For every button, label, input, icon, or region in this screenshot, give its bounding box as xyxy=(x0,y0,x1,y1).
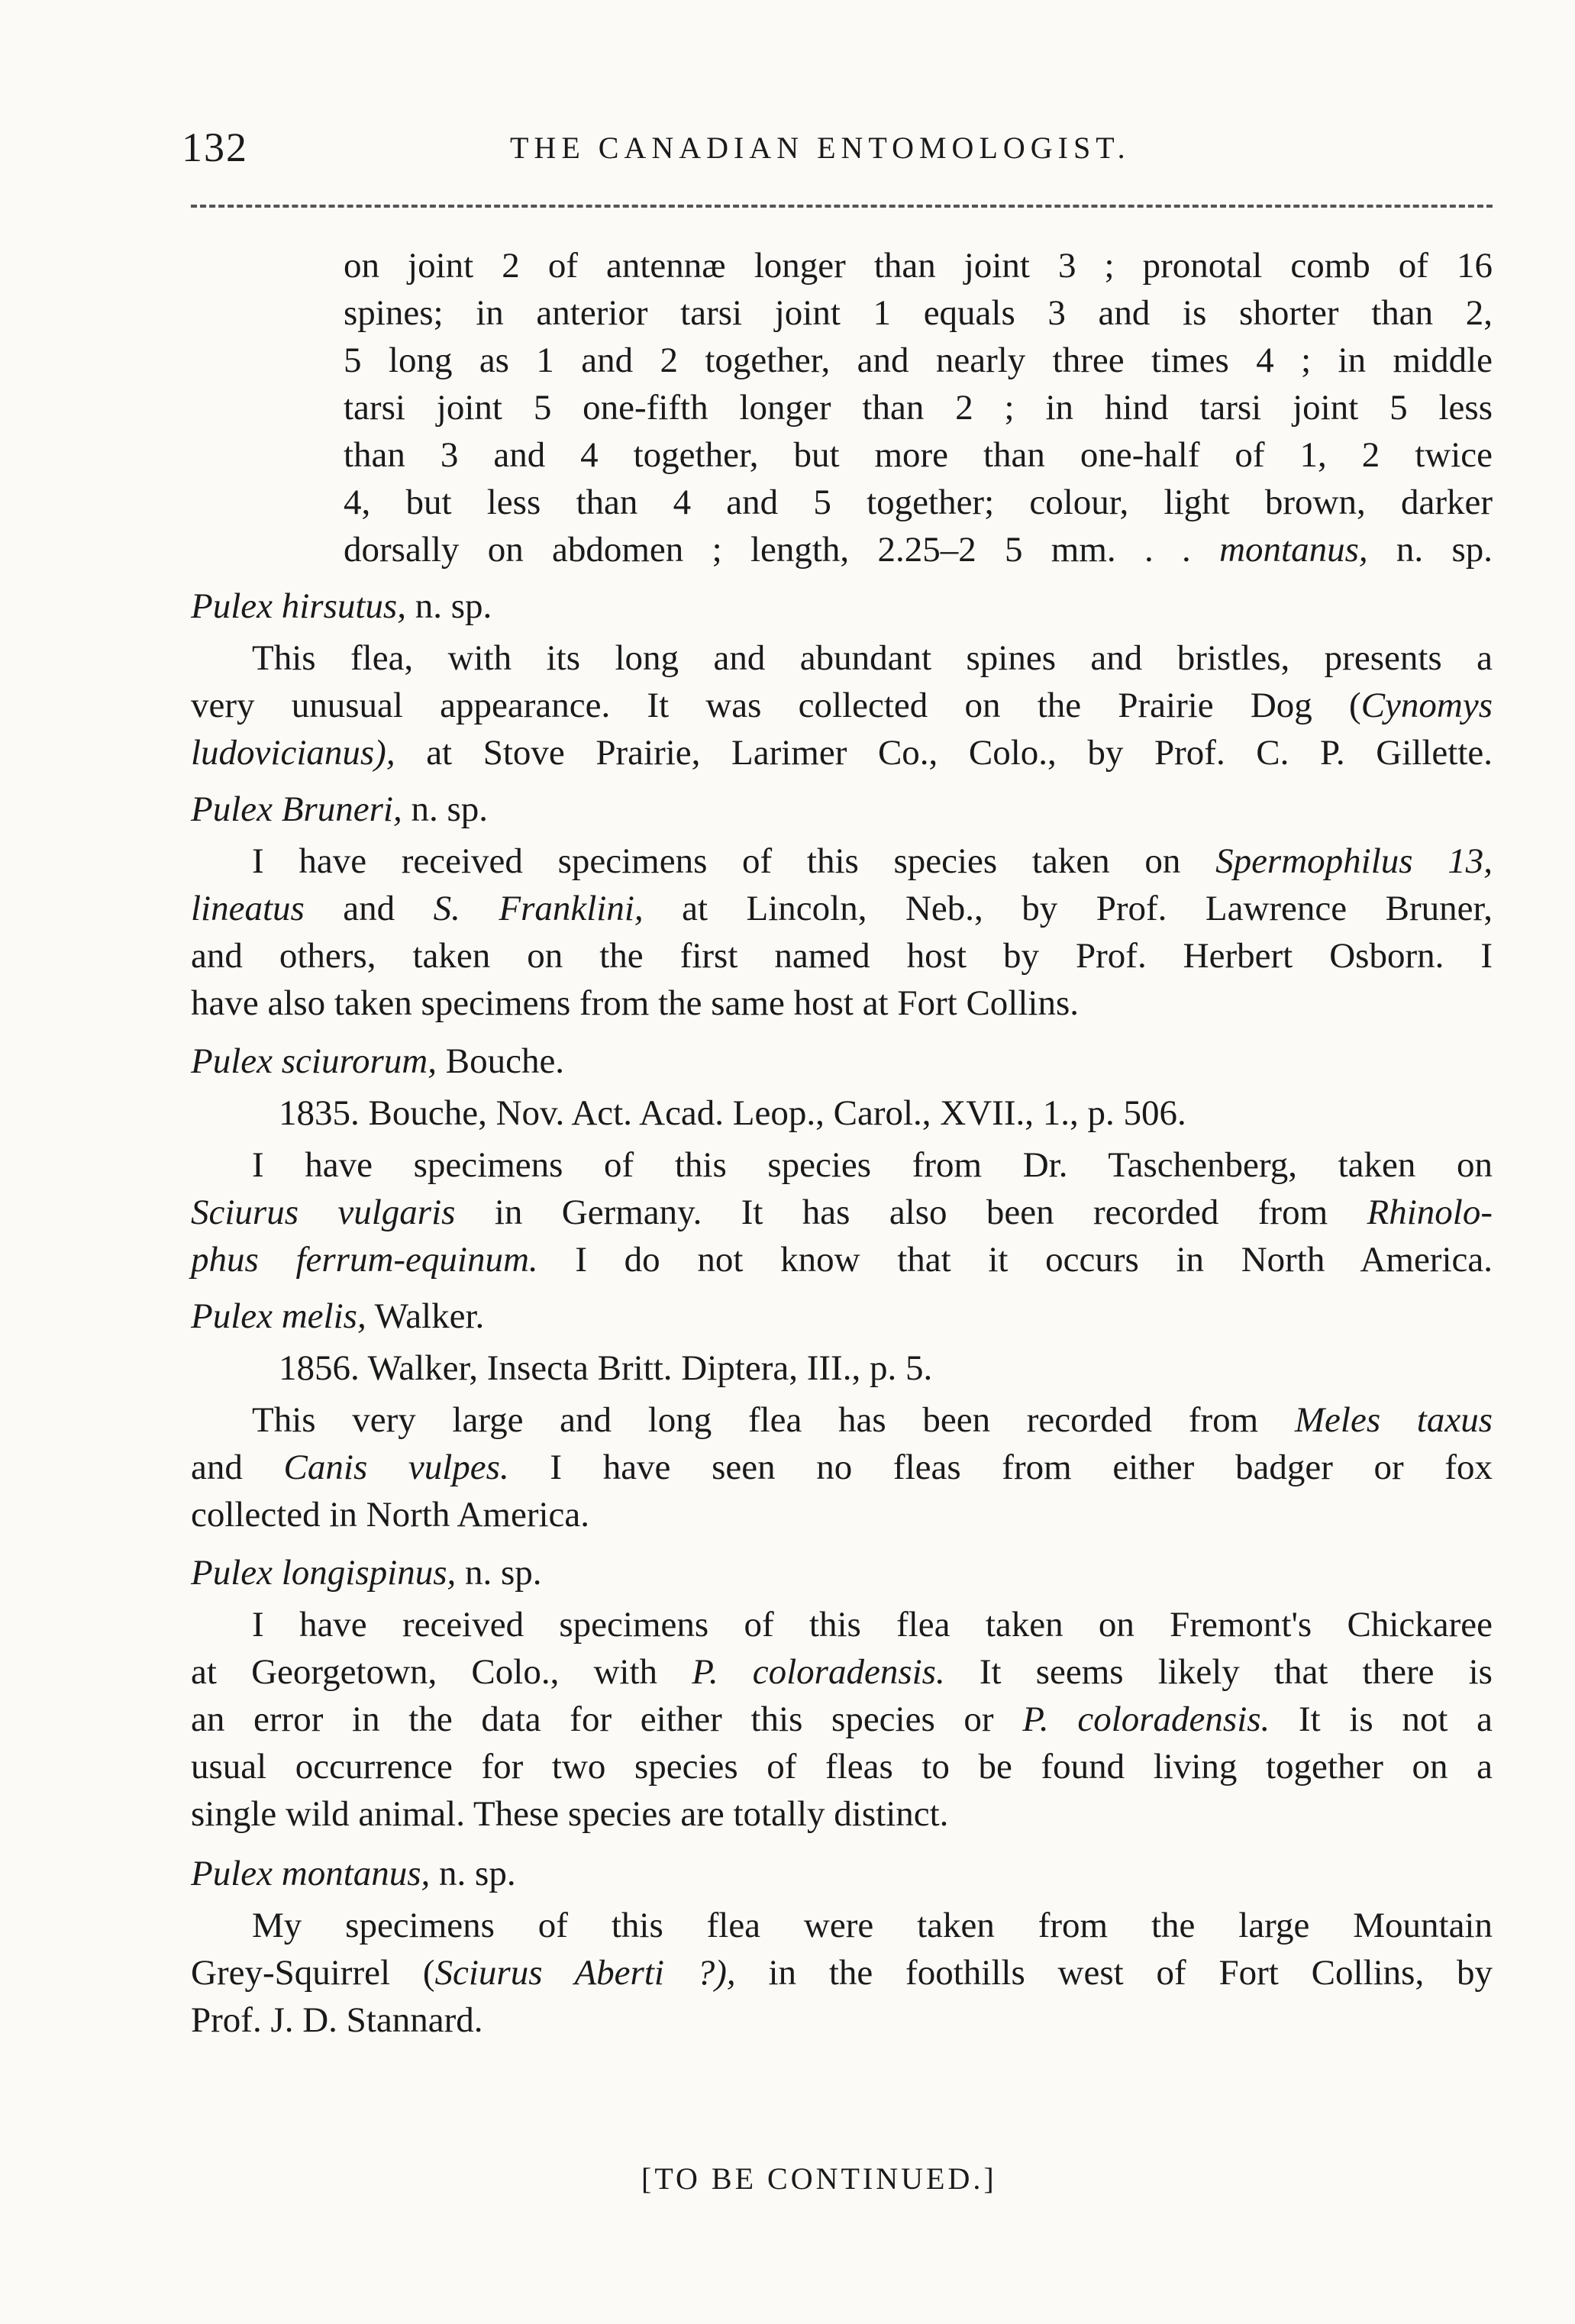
page-number: 132 xyxy=(182,124,248,170)
text-line: tarsi joint 5 one-fifth longer than 2 ; in hind tarsi joint 5 less xyxy=(344,388,1493,428)
text-line: and others, taken on the first named host by Prof. Herbert Osborn. I xyxy=(191,936,1493,976)
text-line: Pulex longispinus, n. sp. xyxy=(191,1553,542,1593)
text-line: Pulex sciurorum, Bouche. xyxy=(191,1041,565,1081)
text-line: lineatus and S. Franklini, at Lincoln, Neb., by Prof. Lawrence Bruner, xyxy=(191,889,1493,928)
running-head: THE CANADIAN ENTOMOLOGIST. xyxy=(510,131,1131,165)
text-line: spines; in anterior tarsi joint 1 equals 3 and is shorter than 2, xyxy=(344,293,1493,333)
text-line: phus ferrum-equinum. I do not know that it occurs in North America. xyxy=(191,1240,1493,1280)
text-line: than 3 and 4 together, but more than one-half of 1, 2 twice xyxy=(344,435,1493,475)
text-line: Pulex hirsutus, n. sp. xyxy=(191,586,492,626)
text-line: Pulex montanus, n. sp. xyxy=(191,1854,516,1893)
text-line: This very large and long flea has been recorded from Meles taxus xyxy=(252,1400,1493,1440)
header-rule xyxy=(191,205,1493,208)
text-line: dorsally on abdomen ; length, 2.25–2 5 mm. . . montanus, n. sp. xyxy=(344,530,1493,570)
text-line: This flea, with its long and abundant spines and bristles, presents a xyxy=(252,638,1493,678)
text-line: and Canis vulpes. I have seen no fleas from either badger or fox xyxy=(191,1448,1493,1487)
text-line: usual occurrence for two species of fleas to be found living together on a xyxy=(191,1747,1493,1787)
text-line: ludovicianus), at Stove Prairie, Larimer Co., Colo., by Prof. C. P. Gillette. xyxy=(191,733,1493,773)
text-line: My specimens of this flea were taken from the large Mountain xyxy=(252,1906,1493,1945)
text-line: an error in the data for either this species or P. coloradensis. It is not a xyxy=(191,1699,1493,1739)
text-line: I have specimens of this species from Dr. Taschenberg, taken on xyxy=(252,1145,1493,1185)
text-line: 1856. Walker, Insecta Britt. Diptera, III., p. 5. xyxy=(279,1348,933,1388)
text-line: 1835. Bouche, Nov. Act. Acad. Leop., Carol., XVII., 1., p. 506. xyxy=(279,1093,1186,1133)
continuation-note: [TO BE CONTINUED.] xyxy=(641,2161,997,2196)
text-line: on joint 2 of antennæ longer than joint 3 ; pronotal comb of 16 xyxy=(344,246,1493,286)
page-header xyxy=(182,124,1489,169)
text-line: have also taken specimens from the same host at Fort Collins. xyxy=(191,983,1080,1023)
text-line: Pulex Bruneri, n. sp. xyxy=(191,789,488,829)
text-line: 4, but less than 4 and 5 together; colour, light brown, darker xyxy=(344,483,1493,522)
text-line: very unusual appearance. It was collected on the Prairie Dog (Cynomys xyxy=(191,686,1493,725)
text-line: I have received specimens of this species taken on Spermophilus 13, xyxy=(252,841,1493,881)
text-line: Sciurus vulgaris in Germany. It has also been recorded from Rhinolo- xyxy=(191,1193,1493,1232)
text-line: I have received specimens of this flea taken on Fremont's Chickaree xyxy=(252,1605,1493,1645)
text-line: 5 long as 1 and 2 together, and nearly three times 4 ; in middle xyxy=(344,341,1493,380)
text-line: single wild animal. These species are totally distinct. xyxy=(191,1794,949,1834)
text-line: Pulex melis, Walker. xyxy=(191,1296,485,1336)
text-line: Prof. J. D. Stannard. xyxy=(191,2000,483,2040)
text-line: Grey-Squirrel (Sciurus Aberti ?), in the foothills west of Fort Collins, by xyxy=(191,1953,1493,1993)
text-line: collected in North America. xyxy=(191,1495,590,1535)
text-line: at Georgetown, Colo., with P. coloradensis. It seems likely that there is xyxy=(191,1652,1493,1692)
